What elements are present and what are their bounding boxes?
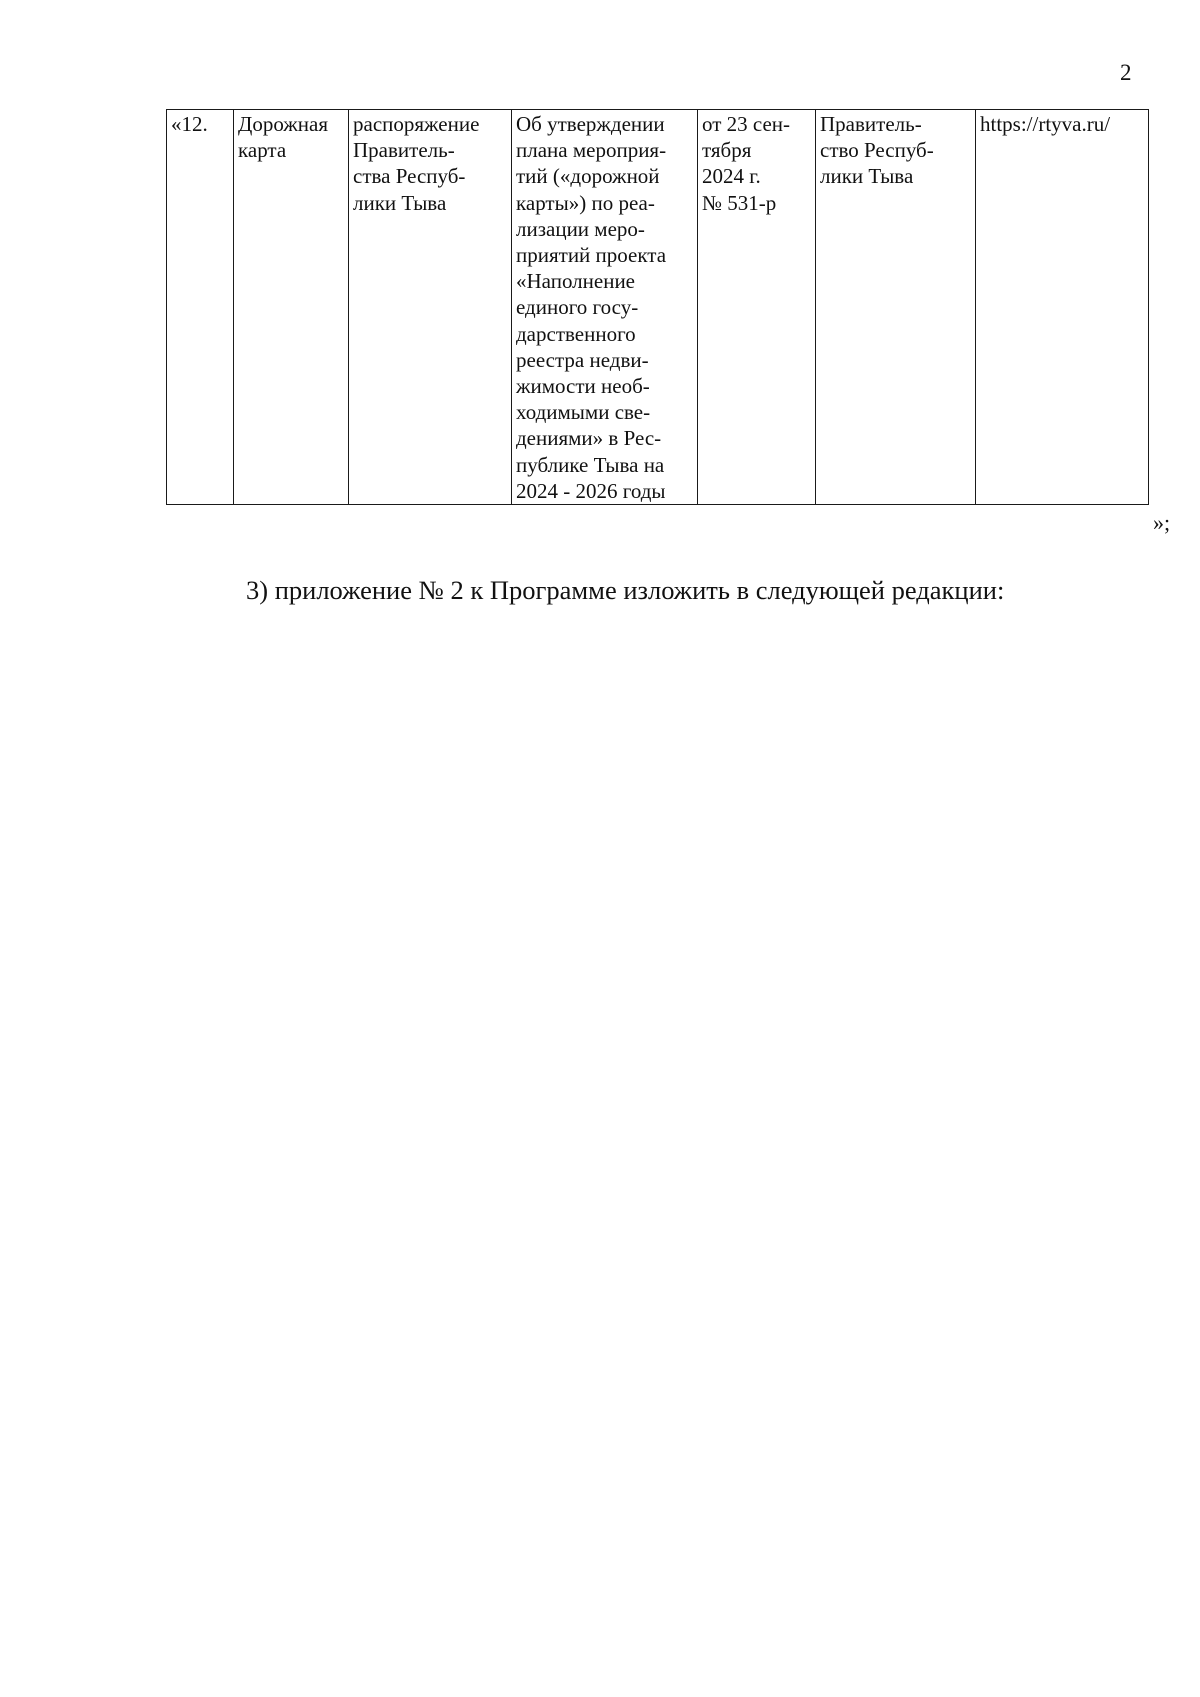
table-closing-quote: »; [1153,510,1171,535]
cell-authority: Правитель- ство Респуб- лики Тыва [816,110,976,505]
table-row [167,110,1149,505]
cell-doc-type: распоряжение Правитель- ства Респуб- лики Тыва [349,110,512,505]
cell-link: https://rtyva.ru/ [976,110,1149,505]
cell-date: от 23 сен- тября 2024 г. № 531-р [698,110,816,505]
document-table [166,109,1149,505]
cell-name: Дорожная карта [234,110,349,505]
page-number: 2 [1120,60,1132,85]
cell-number: «12. [167,110,234,505]
cell-title: Об утверждении плана мероприя- тий («дорожной карты») по реа- лизации меро- приятий проекта «Наполнение единого госу- дарственного реестра недви- жимости необ- ходимыми све- дениями» в Рес- публике Тыва на 2024 - 2026 годы [512,110,698,505]
paragraph-text: 3) приложение № 2 к Программе изложить в следующей редакции: [246,575,1005,605]
